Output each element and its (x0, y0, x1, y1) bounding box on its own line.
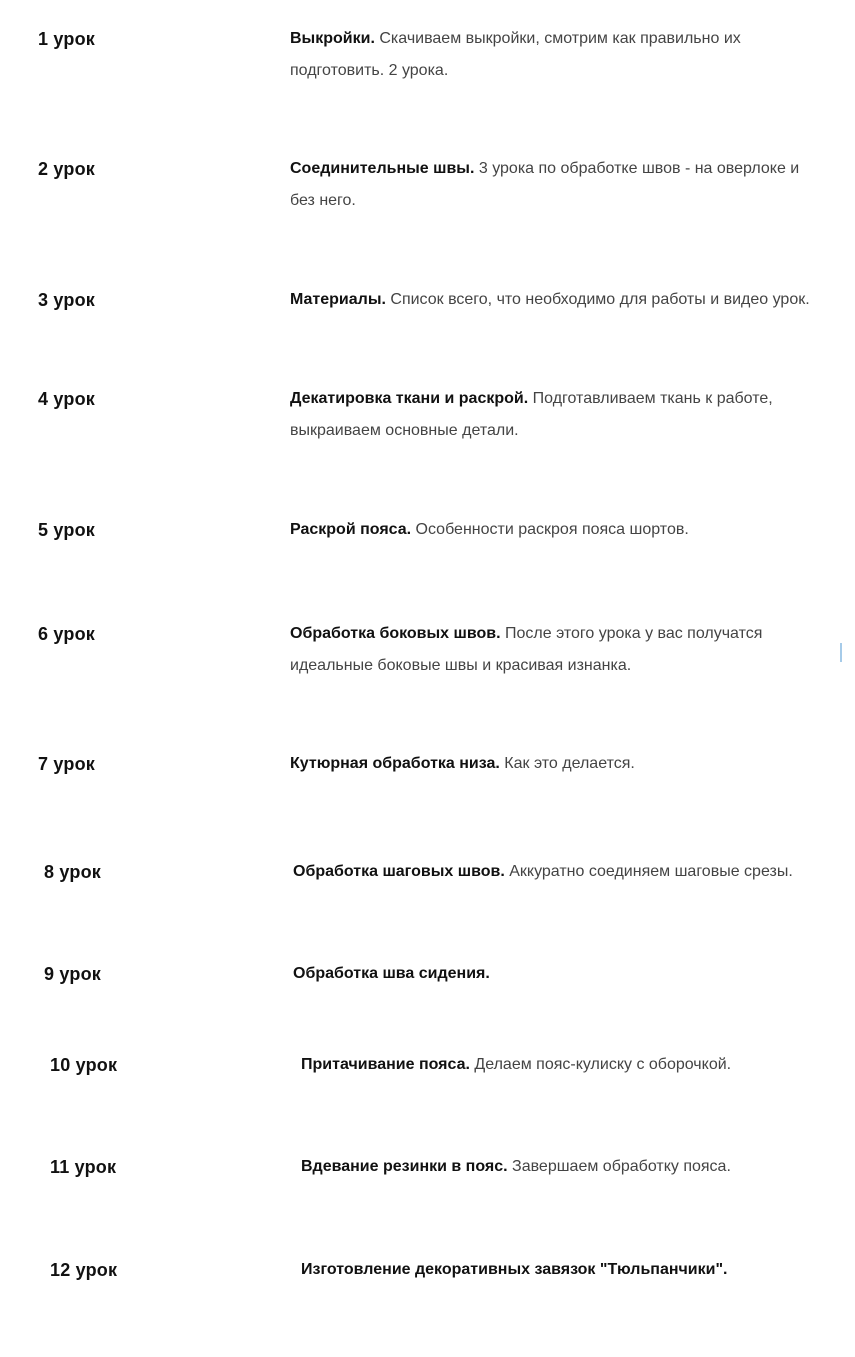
lesson-row (0, 958, 855, 990)
lesson-text: Делаем пояс-кулиску с оборочкой. (474, 1056, 732, 1073)
lesson-title: Выкройки. (290, 30, 375, 47)
lesson-title: Притачивание пояса. (301, 1056, 470, 1073)
lesson-number[interactable]: 12 урок (50, 1260, 118, 1280)
lesson-text: Как это делается. (504, 755, 635, 772)
lesson-title: Обработка шаговых швов. (293, 863, 505, 880)
lesson-description[interactable] (290, 23, 815, 87)
lesson-list (0, 23, 855, 1286)
lesson-description[interactable] (301, 1254, 826, 1286)
lesson-row (0, 1049, 855, 1081)
lesson-text: Аккуратно соединяем шаговые срезы. (509, 863, 793, 880)
lesson-title: Декатировка ткани и раскрой. (290, 390, 529, 407)
lesson-number[interactable]: 4 урок (38, 389, 95, 409)
lesson-row (0, 618, 855, 682)
lesson-description[interactable] (293, 856, 818, 888)
lesson-title: Кутюрная обработка низа. (290, 755, 500, 772)
lesson-description[interactable] (290, 748, 815, 780)
lesson-description[interactable] (290, 618, 815, 682)
lesson-title: Изготовление декоративных завязок "Тюльпанчики". (301, 1261, 728, 1278)
lesson-number[interactable]: 11 урок (50, 1157, 117, 1177)
lesson-text: Список всего, что необходимо для работы и видео урок. (390, 291, 810, 308)
lesson-text: 3 урока по обработке швов - на оверлоке и без него. (290, 160, 800, 209)
lesson-description[interactable] (290, 383, 815, 447)
lesson-row (0, 383, 855, 447)
lesson-description[interactable] (290, 514, 815, 546)
lesson-row (0, 856, 855, 888)
lesson-text: Завершаем обработку пояса. (512, 1158, 731, 1175)
lesson-row (0, 23, 855, 87)
lesson-row (0, 153, 855, 217)
lesson-description[interactable] (301, 1151, 826, 1183)
lesson-title: Соединительные швы. (290, 160, 475, 177)
lesson-row (0, 1151, 855, 1183)
lesson-number[interactable]: 3 урок (38, 290, 95, 310)
lesson-row (0, 748, 855, 780)
lesson-text: Особенности раскроя пояса шортов. (415, 521, 689, 538)
text-cursor (840, 643, 842, 662)
lesson-title: Обработка шва сидения. (293, 965, 490, 982)
lesson-title: Обработка боковых швов. (290, 625, 501, 642)
lesson-title: Материалы. (290, 291, 386, 308)
lesson-number[interactable]: 1 урок (38, 29, 95, 49)
lesson-number[interactable]: 10 урок (50, 1055, 118, 1075)
lesson-number[interactable]: 8 урок (44, 862, 101, 882)
lesson-description[interactable] (293, 958, 818, 990)
lesson-number[interactable]: 2 урок (38, 159, 95, 179)
lesson-row (0, 514, 855, 546)
lesson-description[interactable] (301, 1049, 826, 1081)
lesson-description[interactable] (290, 153, 815, 217)
lesson-description[interactable] (290, 284, 815, 316)
lesson-text: Скачиваем выкройки, смотрим как правильно их подготовить. 2 урока. (290, 30, 741, 79)
lesson-row (0, 284, 855, 316)
lesson-text: После этого урока у вас получатся идеальные боковые швы и красивая изнанка. (290, 625, 763, 674)
lesson-number[interactable]: 9 урок (44, 964, 101, 984)
lesson-row (0, 1254, 855, 1286)
lesson-number[interactable]: 6 урок (38, 624, 95, 644)
lesson-title: Вдевание резинки в пояс. (301, 1158, 508, 1175)
lesson-number[interactable]: 7 урок (38, 754, 95, 774)
lesson-text: Подготавливаем ткань к работе, выкраиваем основные детали. (290, 390, 773, 439)
lesson-title: Раскрой пояса. (290, 521, 412, 538)
lesson-number[interactable]: 5 урок (38, 520, 95, 540)
